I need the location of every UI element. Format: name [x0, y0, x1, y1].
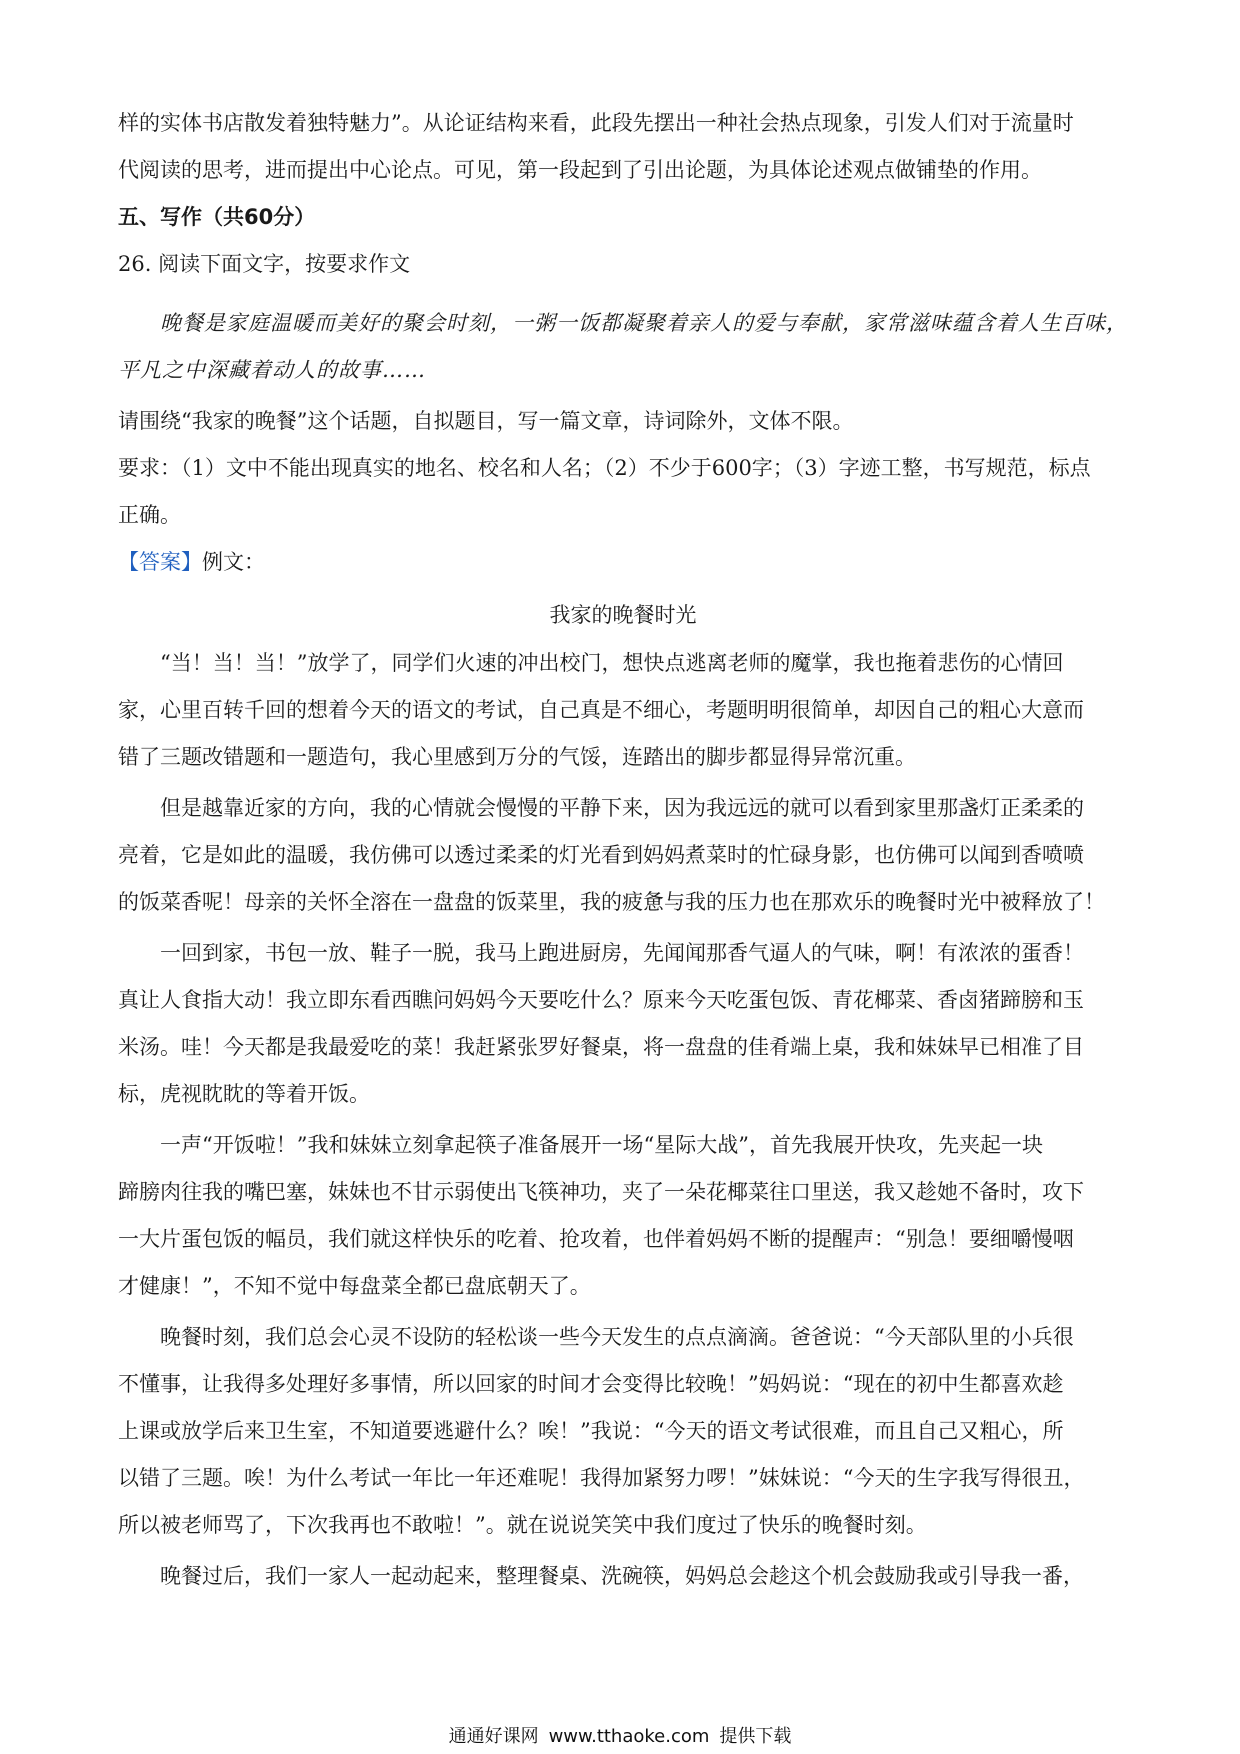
essay-line: 亮着，它是如此的温暖，我仿佛可以透过柔柔的灯光看到妈妈煮菜时的忙碌身影，也仿佛可以闻到香喷喷 — [118, 843, 1084, 867]
page-footer — [0, 1722, 1240, 1748]
intro-line: 样的实体书店散发着独特魅力”。从论证结构来看，此段先摆出一种社会热点现象，引发人们对于流量时 — [118, 111, 1074, 135]
quote-line: 平凡之中深藏着动人的故事…… — [118, 358, 426, 382]
footer-site-name: 通通好课网 — [448, 1726, 539, 1747]
essay-paragraph — [118, 930, 1128, 1118]
essay-line: 米汤。哇！今天都是我最爱吃的菜！我赶紧张罗好餐桌，将一盘盘的佳肴端上桌，我和妹妹早已相准了目 — [118, 1035, 1084, 1059]
essay-paragraph — [118, 640, 1128, 781]
essay-line: “当！当！当！”放学了，同学们火速的冲出校门，想快点逃离老师的魔掌，我也拖着悲伤的心情回 — [160, 651, 1064, 675]
essay-body — [118, 640, 1128, 1600]
footer-suffix: 提供下载 — [719, 1726, 792, 1747]
answer-label: 例文： — [202, 550, 265, 574]
quote-line: 晚餐是家庭温暖而美好的聚会时刻，一粥一饭都凝聚着亲人的爱与奉献，家常滋味蕴含着人生百味， — [160, 311, 1128, 335]
essay-line: 错了三题改错题和一题造句，我心里感到万分的气馁，连踏出的脚步都显得异常沉重。 — [118, 745, 916, 769]
section-heading: 五、写作（共60分） — [118, 205, 316, 229]
essay-paragraph — [118, 1314, 1128, 1549]
instruction-text: 请围绕“我家的晚餐”这个话题，自拟题目，写一篇文章，诗词除外，文体不限。 — [118, 409, 854, 433]
essay-line: 晚餐过后，我们一家人一起动起来，整理餐桌、洗碗筷，妈妈总会趁这个机会鼓励我或引导我一番， — [160, 1564, 1084, 1588]
essay-title: 我家的晚餐时光 — [549, 603, 697, 627]
answer-tag: 【答案】 — [118, 550, 202, 574]
requirements-line: 正确。 — [118, 503, 181, 527]
intro-line: 代阅读的思考，进而提出中心论点。可见，第一段起到了引出论题，为具体论述观点做铺垫的作用。 — [118, 158, 1042, 182]
essay-line: 标，虎视眈眈的等着开饭。 — [118, 1082, 370, 1106]
essay-line: 家，心里百转千回的想着今天的语文的考试，自己真是不细心，考题明明很简单，却因自己的粗心大意而 — [118, 698, 1084, 722]
requirements-line: 要求：（1）文中不能出现真实的地名、校名和人名；（2）不少于600字；（3）字迹工整，书写规范，标点 — [118, 456, 1091, 480]
essay-line: 上课或放学后来卫生室，不知道要逃避什么？唉！”我说：“今天的语文考试很难，而且自己又粗心，所 — [118, 1419, 1064, 1443]
essay-paragraph — [118, 1553, 1128, 1600]
essay-line: 以错了三题。唉！为什么考试一年比一年还难呢！我得加紧努力啰！”妹妹说：“今天的生字我写得很丑， — [118, 1466, 1085, 1490]
essay-line: 一声“开饭啦！”我和妹妹立刻拿起筷子准备展开一场“星际大战”，首先我展开快攻，先夹起一块 — [160, 1133, 1043, 1157]
essay-line: 一回到家，书包一放、鞋子一脱，我马上跑进厨房，先闻闻那香气逼人的气味，啊！有浓浓的蛋香！ — [160, 941, 1084, 965]
question-label: 26. 阅读下面文字，按要求作文 — [118, 252, 411, 276]
footer-url[interactable]: www.tthaoke.com — [548, 1726, 710, 1747]
prompt-quote — [118, 300, 1128, 394]
essay-line: 真让人食指大动！我立即东看西瞧问妈妈今天要吃什么？原来今天吃蛋包饭、青花椰菜、香卤猪蹄膀和玉 — [118, 988, 1084, 1012]
essay-line: 一大片蛋包饭的幅员，我们就这样快乐的吃着、抢攻着，也伴着妈妈不断的提醒声：“别急！要细嚼慢咽 — [118, 1227, 1074, 1251]
essay-line: 所以被老师骂了，下次我再也不敢啦！”。就在说说笑笑中我们度过了快乐的晚餐时刻。 — [118, 1513, 927, 1537]
intro-block — [118, 100, 1128, 194]
answer-label-line — [118, 539, 1128, 586]
document-page — [118, 100, 1128, 1604]
essay-line: 蹄膀肉往我的嘴巴塞，妹妹也不甘示弱使出飞筷神功，夹了一朵花椰菜往口里送，我又趁她不备时，攻下 — [118, 1180, 1084, 1204]
essay-line: 晚餐时刻，我们总会心灵不设防的轻松谈一些今天发生的点点滴滴。爸爸说：“今天部队里的小兵很 — [160, 1325, 1074, 1349]
essay-line: 的饭菜香呢！母亲的关怀全溶在一盘盘的饭菜里，我的疲惫与我的压力也在那欢乐的晚餐时光中被释放了！ — [118, 890, 1105, 914]
essay-paragraph — [118, 1122, 1128, 1310]
essay-line: 不懂事，让我得多处理好多事情，所以回家的时间才会变得比较晚！”妈妈说：“现在的初中生都喜欢趁 — [118, 1372, 1064, 1396]
essay-line: 但是越靠近家的方向，我的心情就会慢慢的平静下来，因为我远远的就可以看到家里那盏灯正柔柔的 — [160, 796, 1084, 820]
requirements — [118, 445, 1128, 539]
essay-line: 才健康！”，不知不觉中每盘菜全都已盘底朝天了。 — [118, 1274, 591, 1298]
essay-paragraph — [118, 785, 1128, 926]
